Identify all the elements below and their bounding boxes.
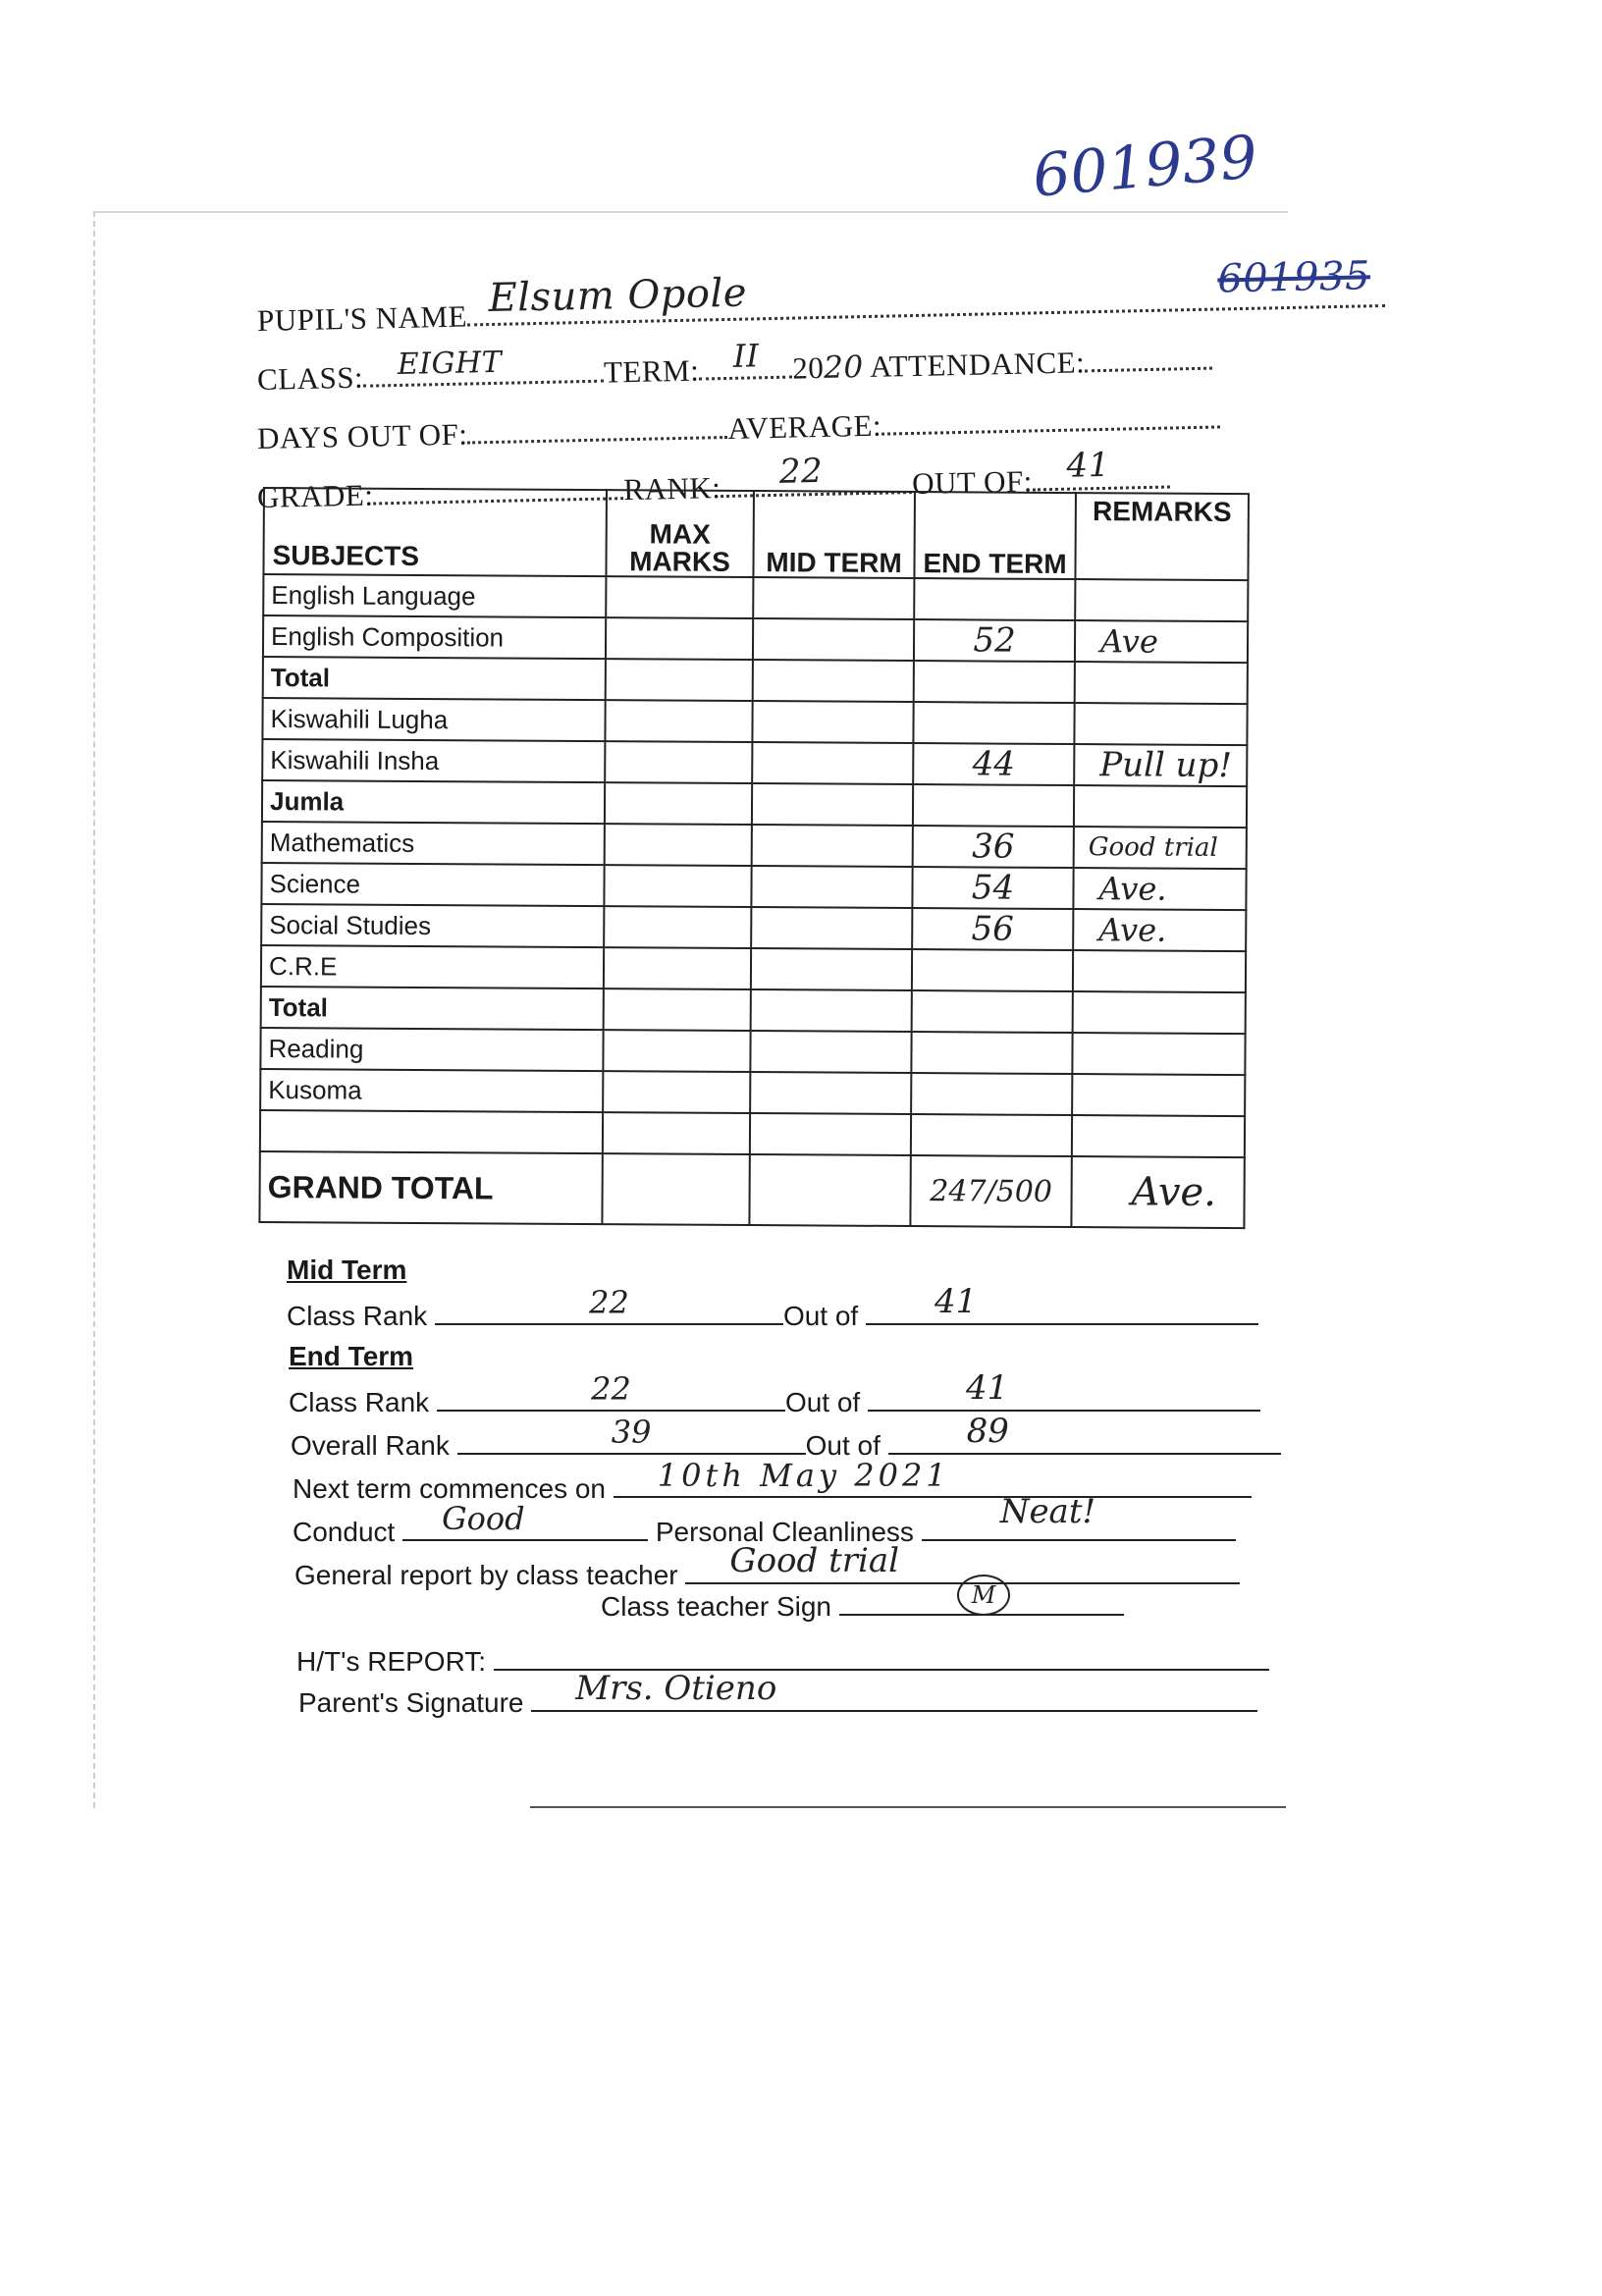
ht-report-label: H/T's REPORT:	[296, 1646, 487, 1677]
subject-cell: Kusoma	[260, 1069, 603, 1112]
end-term-cell: 56	[912, 908, 1073, 950]
conduct-value: Good	[442, 1500, 525, 1537]
subject-cell: Kiswahili Lugha	[262, 698, 605, 741]
grand-total-row	[259, 1151, 1244, 1228]
end-term-cell	[912, 949, 1073, 991]
subject-cell: Total	[263, 657, 606, 700]
average-label: AVERAGE:	[726, 407, 882, 446]
teacher-sign-row	[601, 1584, 1124, 1623]
header-mid-term: MID TERM	[753, 491, 915, 578]
document-number: 601939	[1030, 123, 1260, 211]
remark-cell: Ave.	[1073, 868, 1246, 910]
remark-cell	[1074, 785, 1247, 828]
general-report-label: General report by class teacher	[294, 1560, 678, 1590]
grand-total-label: GRAND TOTAL	[259, 1151, 602, 1224]
mid-out-of-value: 41	[934, 1282, 978, 1321]
end-term-cell: 36	[913, 826, 1074, 868]
header-subjects: SUBJECTS	[263, 488, 607, 576]
rank-label: RANK:	[622, 470, 721, 507]
year-prefix: 20	[791, 349, 825, 386]
table-row	[262, 739, 1247, 786]
subject-cell: Science	[261, 863, 604, 906]
table-row	[263, 574, 1248, 621]
cleanliness-label: Personal Cleanliness	[655, 1517, 914, 1547]
mid-out-of-label: Out of	[782, 1301, 859, 1331]
remark-cell	[1075, 579, 1248, 621]
header-remarks: REMARKS	[1075, 493, 1249, 580]
mid-term-heading: Mid Term	[287, 1255, 407, 1285]
general-report-value: Good trial	[729, 1541, 900, 1580]
table-row	[261, 863, 1246, 910]
remark-cell: Pull up!	[1074, 744, 1247, 786]
header-end-term: END TERM	[914, 492, 1076, 579]
header-max-marks: MAX MARKS	[606, 490, 754, 577]
marks-table	[258, 487, 1250, 1229]
parent-sign-label: Parent's Signature	[298, 1687, 524, 1718]
table-row	[260, 1069, 1245, 1116]
out-of-value: 41	[1066, 445, 1111, 486]
remark-cell	[1073, 950, 1246, 992]
subject-cell: Jumla	[262, 780, 605, 824]
table-row	[263, 615, 1248, 663]
mid-class-rank-value: 22	[589, 1284, 629, 1321]
remark-cell	[1073, 991, 1246, 1034]
remark-cell: Ave	[1075, 620, 1248, 663]
next-term-value: 10th May 2021	[657, 1457, 950, 1494]
end-term-cell	[913, 702, 1074, 744]
conduct-label: Conduct	[293, 1517, 396, 1547]
grand-total-remark: Ave.	[1071, 1156, 1244, 1228]
pupil-name-value: Elsum Opole	[488, 270, 748, 322]
teacher-signature: M	[957, 1575, 1010, 1616]
remark-cell	[1072, 1074, 1245, 1116]
remark-cell	[1074, 703, 1247, 745]
pupil-number-value: 601935	[1216, 253, 1371, 302]
subject-cell: Kiswahili Insha	[262, 739, 605, 782]
year-value: 20	[823, 349, 865, 386]
table-row	[261, 945, 1246, 992]
teacher-sign-label: Class teacher Sign	[601, 1591, 832, 1622]
end-class-rank-value: 22	[591, 1370, 631, 1408]
subject-cell: C.R.E	[261, 945, 604, 988]
pupil-name-label: PUPIL'S NAME	[256, 298, 468, 338]
end-term-cell: 44	[913, 743, 1074, 785]
subject-cell: Total	[261, 987, 604, 1030]
end-term-cell	[911, 1073, 1072, 1115]
subject-cell: Reading	[260, 1028, 603, 1071]
attendance-label: ATTENDANCE:	[869, 345, 1086, 384]
cleanliness-value: Neat!	[999, 1492, 1096, 1531]
end-term-cell	[914, 578, 1075, 620]
table-row	[262, 822, 1247, 869]
end-term-cell	[912, 990, 1073, 1033]
table-row	[261, 904, 1246, 951]
overall-rank-label: Overall Rank	[291, 1430, 450, 1461]
class-label: CLASS:	[256, 359, 364, 397]
overall-out-of-label: Out of	[805, 1430, 881, 1461]
parent-signature-value: Mrs. Otieno	[575, 1669, 777, 1708]
overall-rank-value: 39	[611, 1414, 652, 1451]
term-value: II	[732, 337, 760, 375]
table-row	[262, 698, 1247, 745]
end-out-of-label: Out of	[784, 1387, 861, 1417]
overall-out-of-value: 89	[966, 1412, 1009, 1451]
days-out-label: DAYS OUT OF:	[256, 416, 468, 455]
rank-value: 22	[778, 451, 824, 492]
table-row	[262, 780, 1247, 828]
out-of-label: OUT OF:	[911, 463, 1034, 502]
end-term-cell: 52	[914, 619, 1075, 662]
next-term-label: Next term commences on	[293, 1473, 606, 1504]
table-row-empty	[260, 1110, 1245, 1157]
mid-class-rank-row	[287, 1282, 1258, 1332]
term-label: TERM:	[603, 352, 700, 390]
end-term-cell: 54	[912, 867, 1073, 909]
remark-cell: Good trial	[1074, 827, 1247, 869]
parent-sign-row	[298, 1669, 1257, 1719]
table-row	[263, 657, 1248, 704]
class-value: EIGHT	[397, 345, 503, 383]
table-row	[261, 987, 1246, 1034]
end-term-heading: End Term	[289, 1341, 414, 1371]
grade-label: GRADE:	[256, 477, 374, 514]
subject-cell: English Language	[263, 574, 606, 617]
end-term-cell	[911, 1032, 1072, 1074]
remark-cell	[1072, 1033, 1245, 1075]
subject-cell: Social Studies	[261, 904, 604, 947]
end-class-rank-label: Class Rank	[289, 1387, 430, 1417]
remark-cell	[1075, 662, 1248, 704]
table-row	[260, 1028, 1245, 1075]
end-out-of-value: 41	[966, 1368, 1009, 1408]
grand-total-value: 247/500	[910, 1155, 1071, 1227]
remark-cell: Ave.	[1073, 909, 1246, 951]
subject-cell: Mathematics	[262, 822, 605, 865]
card-bottom-edge	[530, 1806, 1286, 1808]
end-term-cell	[914, 661, 1075, 703]
mid-class-rank-label: Class Rank	[287, 1301, 428, 1331]
subject-cell: English Composition	[263, 615, 606, 659]
end-term-cell	[913, 784, 1074, 827]
